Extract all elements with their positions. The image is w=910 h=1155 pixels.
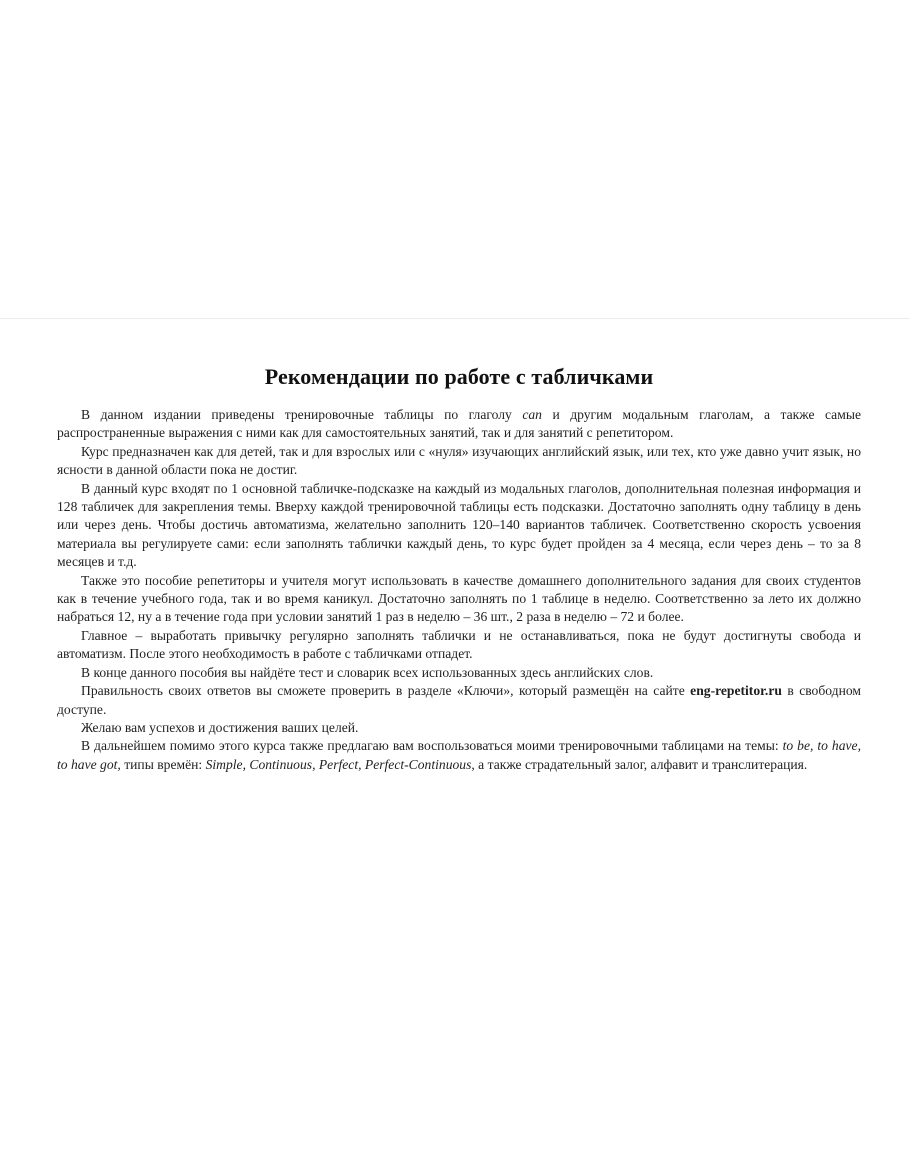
paragraph-tutors: Также это пособие репетиторы и учителя могут использовать в качестве домашнего дополнительного задания для своих студентов как в течение учебного года, так и во время каникул. Достаточно заполнять по 1 таблице в неделю. Соответственно за лето их должно набраться 12, ну а в течение года при условии занятий 1 раз в неделю – 36 шт., 2 раза в неделю – 72 и более. bbox=[57, 572, 861, 625]
paragraph-wishes: Желаю вам успехов и достижения ваших целей. bbox=[81, 719, 359, 735]
paragraph-habit: Главное – выработать привычку регулярно заполнять таблички и не останавливаться, пока не будут достигнуты свобода и автоматизм. После этого необходимость в работе с табличками отпадет. bbox=[57, 627, 861, 662]
paragraph-text: в свободном доступе. bbox=[57, 683, 862, 717]
paragraph-intro bbox=[57, 406, 861, 443]
topics-emphasis: to be, to have, to have got, bbox=[57, 738, 861, 772]
paragraph-text: типы времён: bbox=[120, 756, 206, 772]
tenses-emphasis: Simple, Continuous, Perfect, Perfect-Continuous bbox=[205, 756, 472, 772]
paragraph-course-content: В данный курс входят по 1 основной табличке-подсказке на каждый из модальных глаголов, дополнительная полезная информация и 128 табличек для закрепления темы. Вверху каждой тренировочной таблицы есть подсказки. Достаточно заполнять одну таблицу в день или через день. Чтобы достичь автоматизма, желательно заполнить 120–140 вариантов табличек. Соответственно скорость усвоения материала вы регулируете сами: если заполнять таблички каждый день, то курс будет пройден за 4 месяца, если через день – то за 8 месяцев и т.д. bbox=[57, 480, 861, 570]
page-title: Рекомендации по работе с табличками bbox=[264, 364, 654, 389]
document-page bbox=[57, 362, 861, 774]
paragraph-audience: Курс предназначен как для детей, так и для взрослых или с «нуля» изучающих английский язык, или тех, кто уже давно учит язык, но ясности в данной области пока не достиг. bbox=[57, 443, 861, 478]
paragraph-test-dictionary: В конце данного пособия вы найдёте тест и словарик всех использованных здесь английских слов. bbox=[81, 664, 654, 680]
paragraph-answers bbox=[57, 682, 861, 719]
verb-can-emphasis: can bbox=[522, 407, 542, 422]
paragraph-text: В дальнейшем помимо этого курса также предлагаю вам воспользоваться моими тренировочными таблицами на темы: bbox=[81, 738, 783, 754]
website-link[interactable]: eng-repetitor.ru bbox=[690, 683, 782, 699]
paragraph-other-courses bbox=[57, 737, 861, 774]
paragraph-text: , а также страдательный залог, алфавит и транслитерация. bbox=[471, 756, 808, 772]
paragraph-text: и другим модальным глаголам, а также самые распространенные выражения с ними как для самостоятельных занятий, так и для занятий с репетитором. bbox=[57, 407, 861, 441]
paragraph-text: Правильность своих ответов вы сможете проверить в разделе «Ключи», который размещён на сайте bbox=[81, 683, 691, 699]
paragraph-text: В данном издании приведены тренировочные таблицы по глаголу bbox=[81, 407, 523, 422]
section-divider bbox=[0, 318, 910, 319]
